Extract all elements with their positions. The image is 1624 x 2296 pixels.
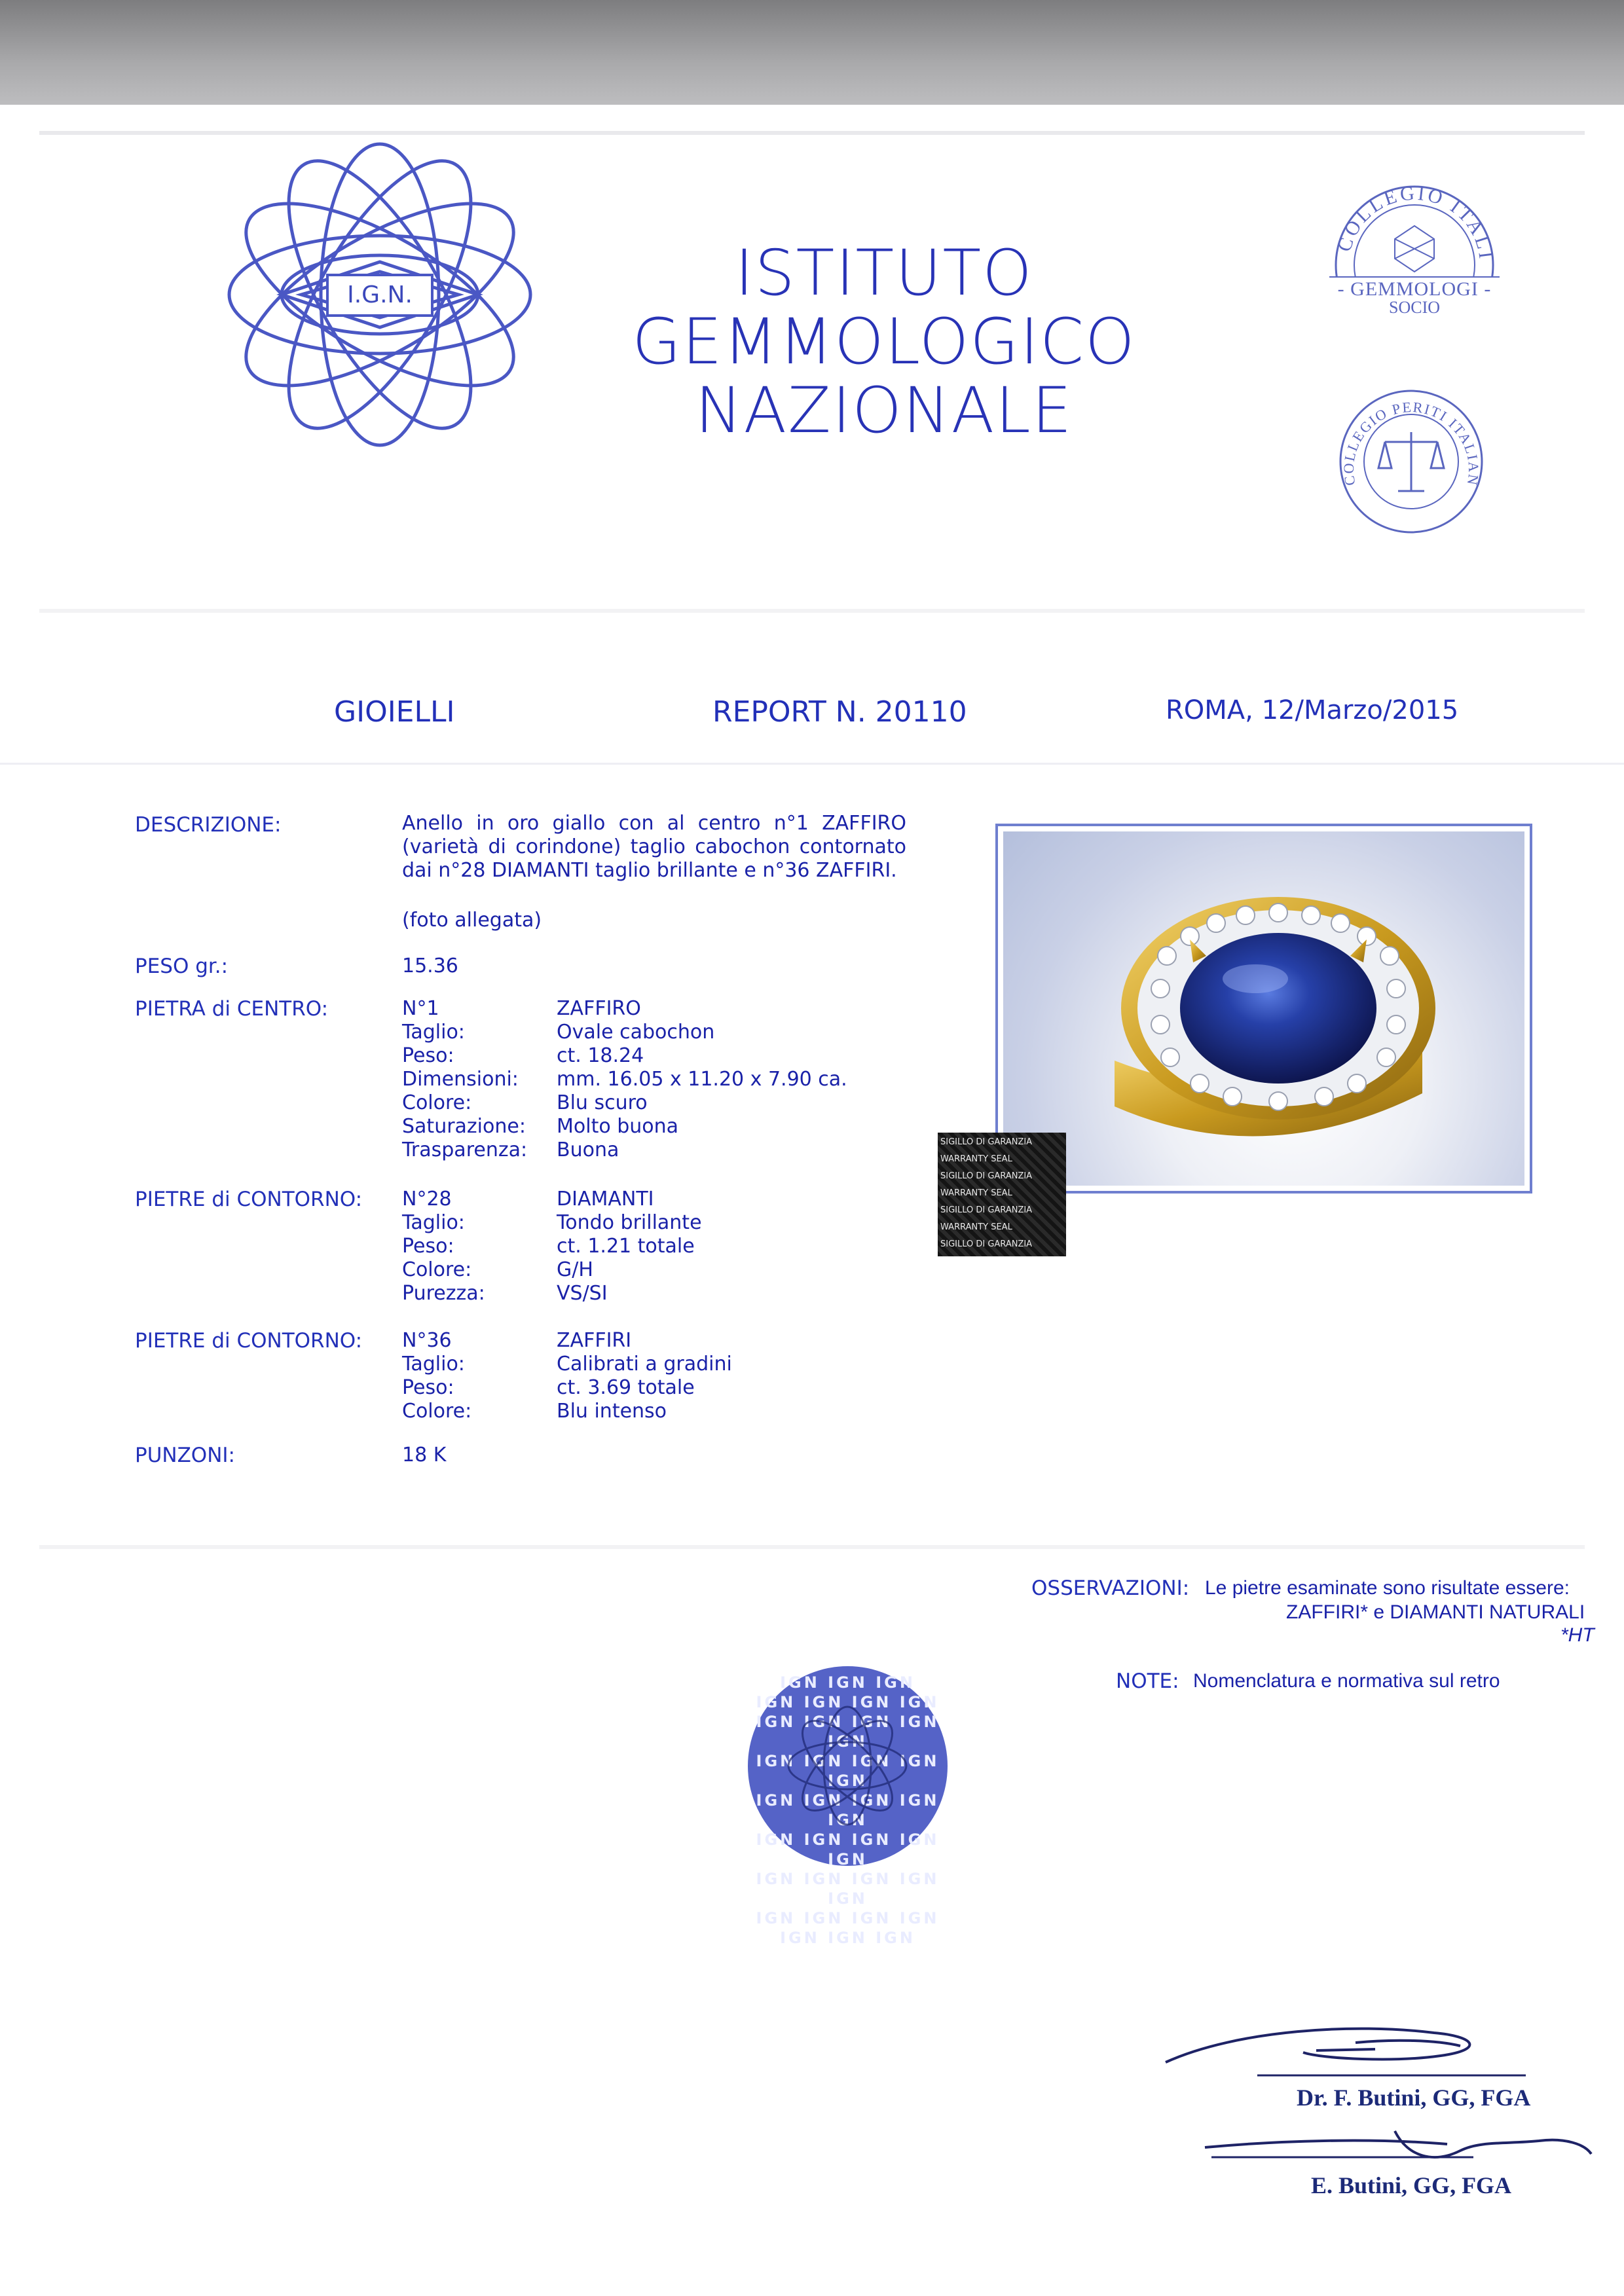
institute-name-line2: GEMMOLOGICO bbox=[632, 305, 1136, 378]
spec-row bbox=[402, 1115, 900, 1139]
scan-artifact-line bbox=[39, 131, 1585, 135]
seal1-bottom-text: SOCIO bbox=[1388, 298, 1440, 317]
observations-line3: *HT bbox=[1560, 1624, 1595, 1646]
hallmark-label: PUNZONI: bbox=[135, 1444, 235, 1467]
spec-value: Calibrati a gradini bbox=[557, 1353, 732, 1376]
signature-2-scribble bbox=[1198, 2118, 1598, 2177]
spec-key: N°1 bbox=[402, 997, 439, 1020]
side-stones-2-table bbox=[402, 1329, 900, 1423]
spec-value: Molto buona bbox=[557, 1115, 679, 1138]
side-stones-2-label: PIETRE di CONTORNO: bbox=[135, 1329, 363, 1353]
ign-rosette-icon bbox=[196, 164, 563, 504]
scan-top-band bbox=[0, 0, 1624, 105]
spec-key: Peso: bbox=[402, 1235, 454, 1258]
spec-value: ct. 1.21 totale bbox=[557, 1235, 695, 1258]
collegio-periti-seal bbox=[1336, 386, 1486, 537]
spec-key: Dimensioni: bbox=[402, 1068, 519, 1091]
spec-row bbox=[402, 997, 900, 1021]
seal-line: WARRANTY SEAL bbox=[940, 1188, 1012, 1198]
institute-name-line3: NAZIONALE bbox=[695, 374, 1073, 447]
spec-key: Colore: bbox=[402, 1400, 472, 1423]
spec-row bbox=[402, 1235, 900, 1258]
signature-1-scribble bbox=[1159, 2010, 1591, 2088]
hallmark-value: 18 K bbox=[402, 1444, 447, 1467]
scan-artifact-line bbox=[39, 1545, 1585, 1549]
spec-value: ZAFFIRO bbox=[557, 997, 641, 1020]
svg-text:COLLEGIO PERITI ITALIANI bbox=[1336, 386, 1482, 487]
observations-line1: Le pietre esaminate sono risultate essere: bbox=[1205, 1577, 1570, 1599]
spec-value: Tondo brillante bbox=[557, 1211, 702, 1234]
seal-line: WARRANTY SEAL bbox=[940, 1154, 1012, 1164]
spec-key: Peso: bbox=[402, 1376, 454, 1399]
spec-key: Peso: bbox=[402, 1044, 454, 1067]
notes-text: Nomenclatura e normativa sul retro bbox=[1193, 1670, 1500, 1692]
scan-artifact-line bbox=[39, 609, 1585, 613]
spec-key: Colore: bbox=[402, 1258, 472, 1281]
collegio-gemmologi-seal bbox=[1316, 167, 1513, 318]
spec-key: Purezza: bbox=[402, 1282, 485, 1305]
scales-icon bbox=[1378, 432, 1444, 491]
spec-value: Blu intenso bbox=[557, 1400, 667, 1423]
seal2-arc-text: COLLEGIO PERITI ITALIAN bbox=[1340, 398, 1483, 488]
ign-logo-text: I.G.N. bbox=[347, 282, 413, 308]
spec-row bbox=[402, 1211, 900, 1235]
ring-photo bbox=[1003, 831, 1524, 1186]
spec-key: Taglio: bbox=[402, 1211, 465, 1234]
spec-row bbox=[402, 1376, 900, 1400]
spec-row bbox=[402, 1400, 900, 1423]
center-stone-label: PIETRA di CENTRO: bbox=[135, 997, 329, 1021]
spec-key: N°28 bbox=[402, 1188, 452, 1211]
spec-value: DIAMANTI bbox=[557, 1188, 654, 1211]
report-category: GIOIELLI bbox=[334, 695, 455, 729]
spec-key: Saturazione: bbox=[402, 1115, 526, 1138]
seal-line: WARRANTY SEAL bbox=[940, 1222, 1012, 1232]
side-stones-1-table bbox=[402, 1188, 900, 1305]
spec-row bbox=[402, 1091, 900, 1115]
institute-name-line1: ISTITUTO bbox=[735, 236, 1033, 310]
seal1-arc-text: COLLEGIO ITALI bbox=[1333, 182, 1497, 263]
svg-text:COLLEGIO ITALIANO bbox=[1316, 167, 1497, 263]
side-stones-1-label: PIETRE di CONTORNO: bbox=[135, 1188, 363, 1211]
spec-row bbox=[402, 1021, 900, 1044]
spec-row bbox=[402, 1044, 900, 1068]
spec-key: Colore: bbox=[402, 1091, 472, 1114]
spec-key: Trasparenza: bbox=[402, 1139, 528, 1161]
spec-value: VS/SI bbox=[557, 1282, 608, 1305]
signature-name-1: Dr. F. Butini, GG, FGA bbox=[1297, 2085, 1531, 2111]
report-number: REPORT N. 20110 bbox=[712, 695, 967, 729]
spec-row bbox=[402, 1068, 900, 1091]
weight-label: PESO gr.: bbox=[135, 955, 229, 978]
spec-row bbox=[402, 1188, 900, 1211]
observations-line2: ZAFFIRI* e DIAMANTI NATURALI bbox=[1286, 1601, 1585, 1623]
warranty-seal-hologram bbox=[938, 1133, 1066, 1254]
photo-note: (foto allegata) bbox=[402, 909, 542, 932]
spec-row bbox=[402, 1329, 900, 1353]
spec-value: ZAFFIRI bbox=[557, 1329, 632, 1352]
spec-value: ct. 18.24 bbox=[557, 1044, 644, 1067]
spec-value: ct. 3.69 totale bbox=[557, 1376, 695, 1399]
spec-value: Ovale cabochon bbox=[557, 1021, 715, 1044]
spec-row bbox=[402, 1258, 900, 1282]
ign-logo bbox=[196, 164, 563, 504]
spec-value: Buona bbox=[557, 1139, 619, 1161]
seal-line: SIGILLO DI GARANZIA bbox=[940, 1137, 1033, 1147]
spec-value: Blu scuro bbox=[557, 1091, 648, 1114]
sapphire-ring-image bbox=[1003, 831, 1524, 1186]
center-stone-table bbox=[402, 997, 900, 1162]
spec-key: Taglio: bbox=[402, 1353, 465, 1376]
description-label: DESCRIZIONE: bbox=[135, 813, 282, 837]
spec-value: mm. 16.05 x 11.20 x 7.90 ca. bbox=[557, 1068, 847, 1091]
ign-round-stamp: IGN IGN IGN IGN IGN IGN IGN IGN IGN IGN IGN IGN IGN IGN IGN IGN IGN IGN IGN IGN IGN IGN IGN IGN IGN IGN IGN IGN IGN IGN IGN IGN IGN IGN IGN IGN IGN IGN IGN bbox=[748, 1666, 948, 1866]
spec-row bbox=[402, 1139, 900, 1162]
report-place-date: ROMA, 12/Marzo/2015 bbox=[1166, 695, 1459, 725]
weight-value: 15.36 bbox=[402, 955, 458, 977]
spec-key: N°36 bbox=[402, 1329, 452, 1352]
seal1-mid-text: - GEMMOLOGI - bbox=[1337, 278, 1492, 300]
ring-photo-frame bbox=[995, 824, 1532, 1194]
seal-line: SIGILLO DI GARANZIA bbox=[940, 1205, 1033, 1215]
spec-row bbox=[402, 1282, 900, 1305]
notes-label: NOTE: bbox=[1116, 1669, 1179, 1693]
seal-line: SIGILLO DI GARANZIA bbox=[940, 1171, 1033, 1181]
section-divider bbox=[0, 763, 1624, 765]
stamp-rosette-icon bbox=[748, 1666, 948, 1866]
description-text: Anello in oro giallo con al centro n°1 ZAFFIRO (varietà di corindone) taglio cabochon contornato dai n°28 DIAMANTI taglio brillante e n°36 ZAFFIRI. bbox=[402, 812, 906, 882]
observations-label: OSSERVAZIONI: bbox=[1031, 1576, 1190, 1600]
spec-row bbox=[402, 1353, 900, 1376]
seal-line: SIGILLO DI GARANZIA bbox=[940, 1239, 1033, 1249]
signature-name-2: E. Butini, GG, FGA bbox=[1311, 2172, 1512, 2198]
spec-key: Taglio: bbox=[402, 1021, 465, 1044]
spec-value: G/H bbox=[557, 1258, 593, 1281]
